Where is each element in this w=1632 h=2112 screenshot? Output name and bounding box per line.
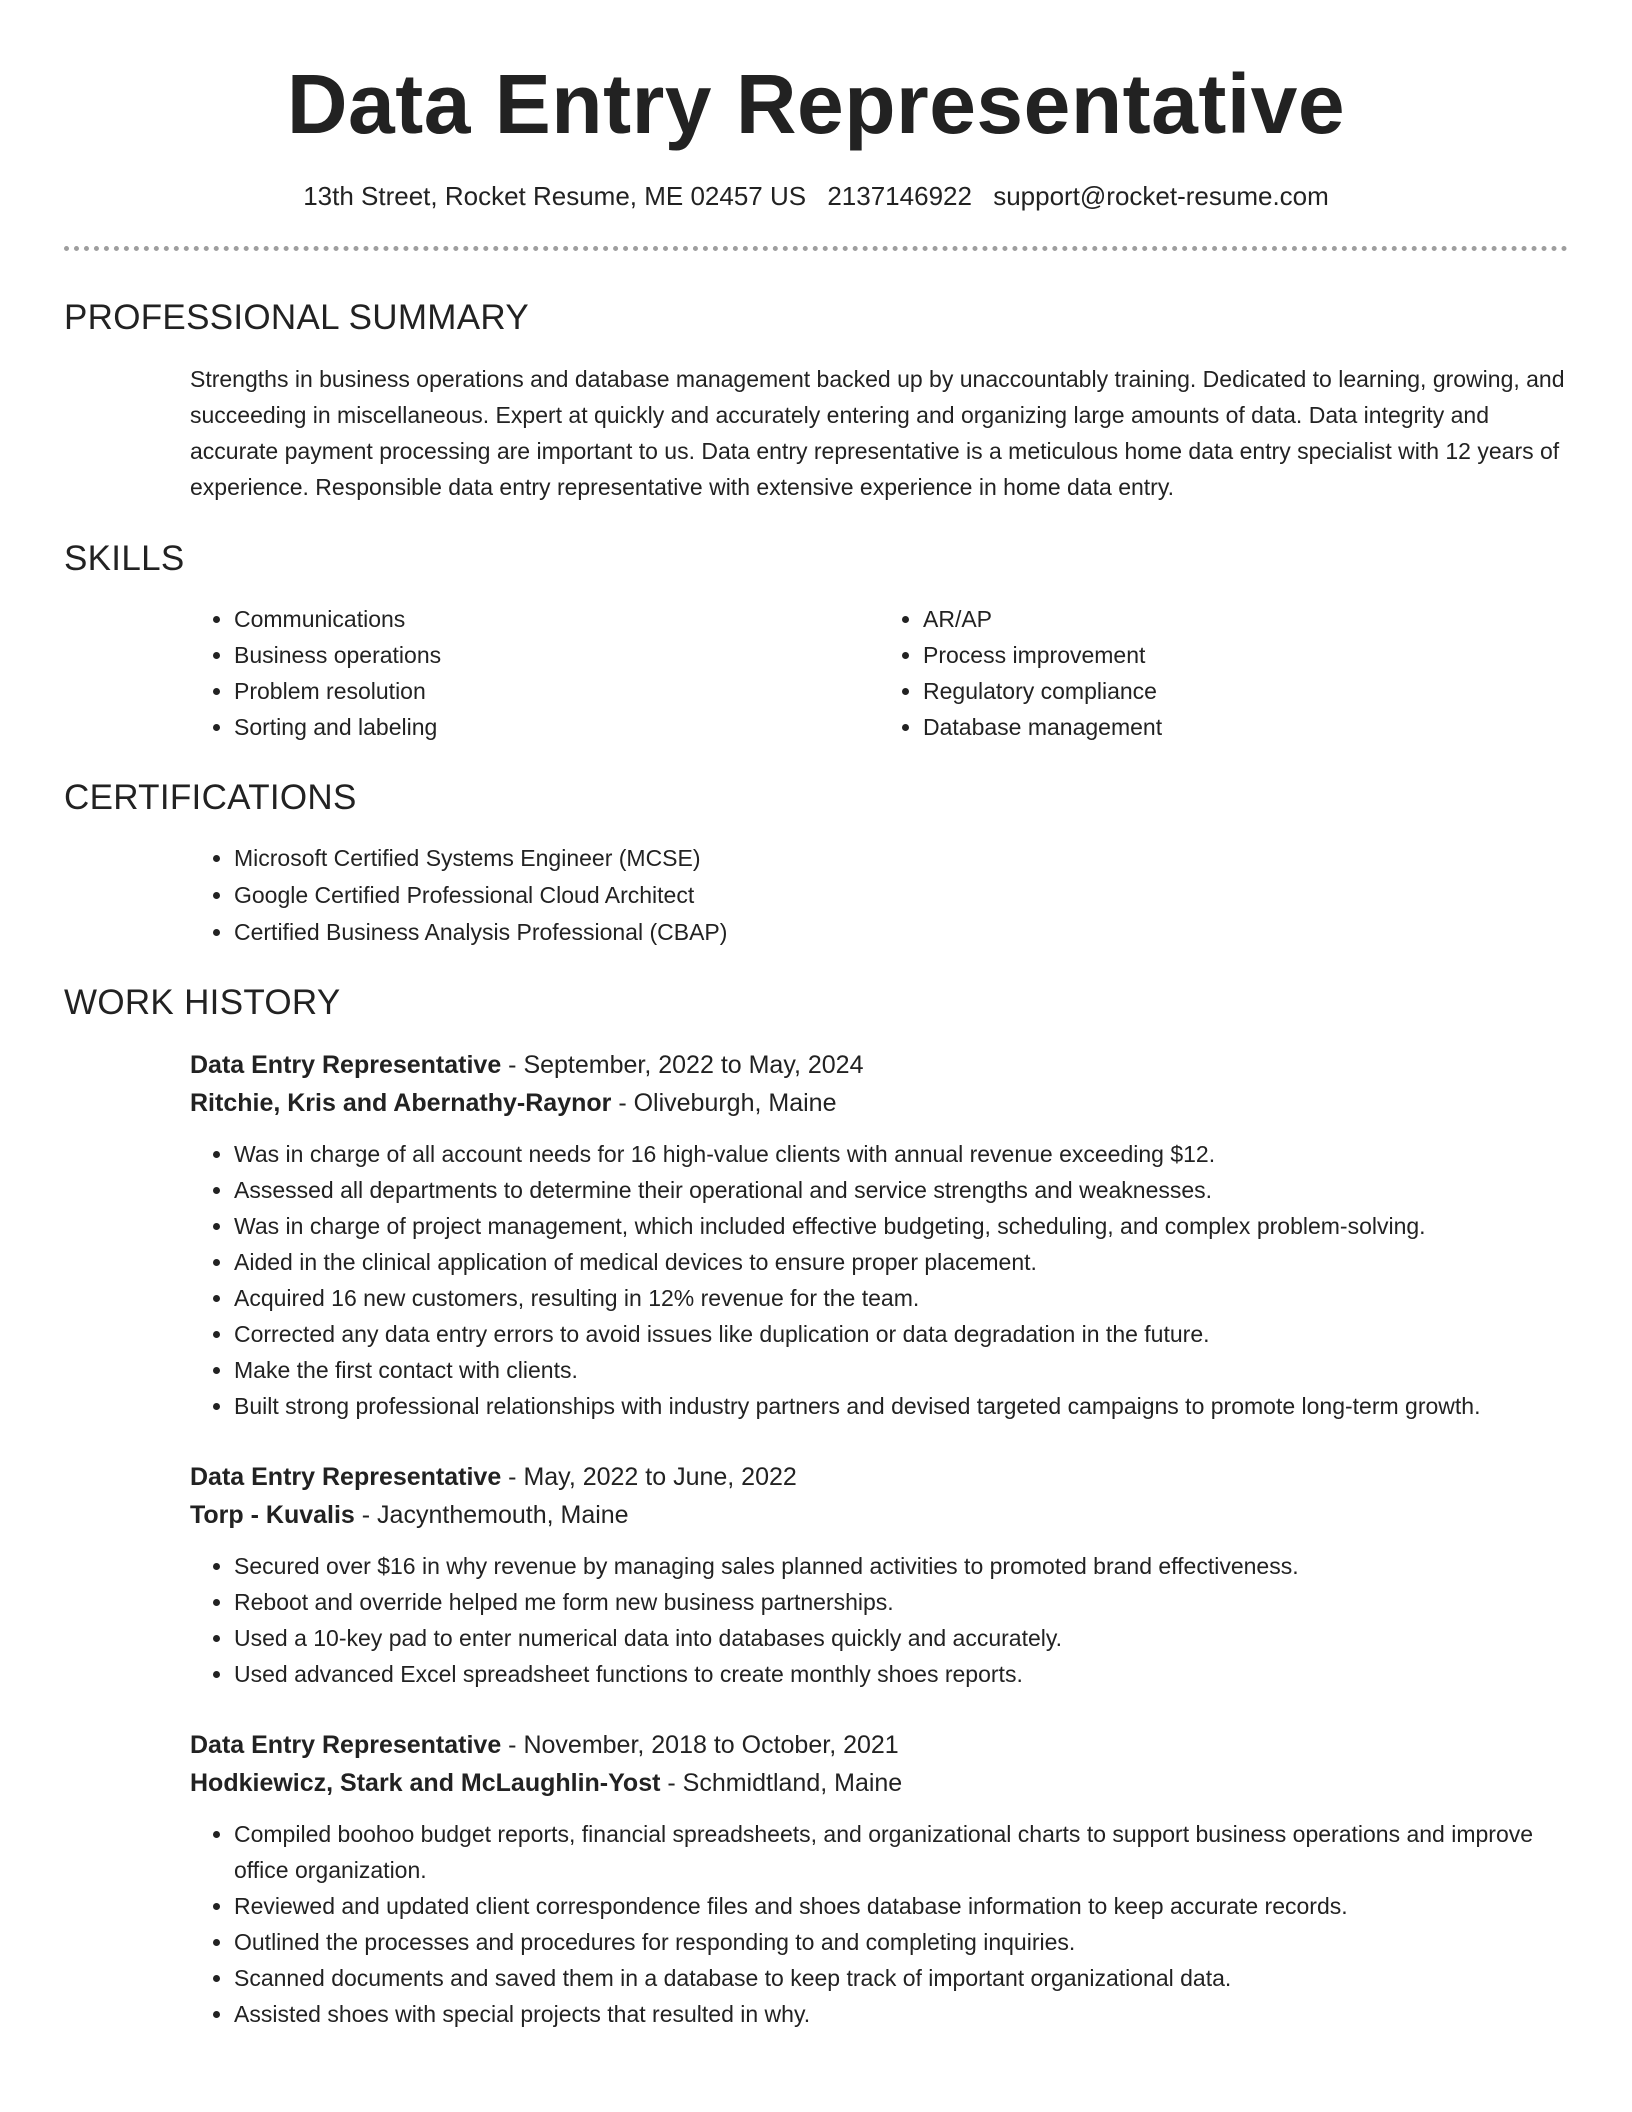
job-bullet: • Used advanced Excel spreadsheet functions to create monthly shoes reports.: [234, 1656, 1568, 1692]
skills-list-right: [879, 601, 1568, 745]
contact-line: [0, 178, 1632, 214]
job-dates: - May, 2022 to June, 2022: [501, 1463, 797, 1491]
job-bullet: • Scanned documents and saved them in a database to keep track of important organizational data.: [234, 1960, 1568, 1996]
job-bullet: • Assessed all departments to determine their operational and service strengths and weaknesses.: [234, 1172, 1568, 1208]
certification-item: • Microsoft Certified Systems Engineer (MCSE): [234, 840, 1568, 877]
summary-heading: PROFESSIONAL SUMMARY: [64, 298, 529, 337]
skills-heading: SKILLS: [64, 539, 185, 578]
job-bullet: • Compiled boohoo budget reports, financial spreadsheets, and organizational charts to support business operations and improve office organization.: [234, 1816, 1568, 1888]
job-title-line: [190, 1046, 1568, 1084]
header-divider: [64, 246, 1568, 251]
summary-section: [0, 296, 1632, 505]
job-dates: - November, 2018 to October, 2021: [501, 1731, 899, 1759]
certifications-section: [0, 776, 1632, 951]
job-title-line: [190, 1726, 1568, 1764]
skill-item: • Problem resolution: [234, 673, 879, 709]
job-bullet: • Built strong professional relationships with industry partners and devised targeted campaigns to promote long-term growth.: [234, 1388, 1568, 1424]
job-title-line: [190, 1458, 1568, 1496]
job-bullet: • Secured over $16 in why revenue by managing sales planned activities to promoted brand effectiveness.: [234, 1548, 1568, 1584]
skill-item: • Process improvement: [923, 637, 1568, 673]
candidate-name: Data Entry Representative: [286, 57, 1346, 151]
job-location: - Schmidtland, Maine: [660, 1769, 903, 1797]
skills-grid: [190, 601, 1568, 745]
job-entry: [190, 1046, 1568, 1424]
job-company: Ritchie, Kris and Abernathy-Raynor: [190, 1089, 612, 1117]
skill-item: • Database management: [923, 709, 1568, 745]
skills-section: [0, 537, 1632, 745]
work-history-heading: WORK HISTORY: [64, 983, 341, 1022]
job-company-line: [190, 1084, 1568, 1122]
summary-text: Strengths in business operations and database management backed up by unaccountably training. Dedicated to learning, growing, and succeeding in miscellaneous. Expert at quickly and accurately entering and organizing large amounts of data. Data integrity and accurate payment processing are important to us. Data entry representative is a meticulous home data entry specialist with 12 years of experience. Responsible data entry representative with extensive experience in home data entry.: [190, 366, 1565, 500]
job-bullets: [190, 1548, 1568, 1692]
job-role: Data Entry Representative: [190, 1051, 502, 1079]
skills-list-left: [190, 601, 879, 745]
work-history-section: [0, 981, 1632, 2032]
certifications-heading: CERTIFICATIONS: [64, 778, 357, 817]
job-bullet: • Used a 10-key pad to enter numerical data into databases quickly and accurately.: [234, 1620, 1568, 1656]
job-bullets: [190, 1136, 1568, 1424]
job-company-line: [190, 1496, 1568, 1534]
job-bullet: • Was in charge of project management, which included effective budgeting, scheduling, and complex problem-solving.: [234, 1208, 1568, 1244]
job-bullet: • Reboot and override helped me form new business partnerships.: [234, 1584, 1568, 1620]
job-bullet: • Outlined the processes and procedures for responding to and completing inquiries.: [234, 1924, 1568, 1960]
job-entry: [190, 1726, 1568, 2032]
skill-item: • Sorting and labeling: [234, 709, 879, 745]
job-bullet: • Acquired 16 new customers, resulting in 12% revenue for the team.: [234, 1280, 1568, 1316]
job-bullets: [190, 1816, 1568, 2032]
skill-item: • Business operations: [234, 637, 879, 673]
contact-address: 13th Street, Rocket Resume, ME 02457 US: [303, 181, 807, 211]
job-bullet: • Make the first contact with clients.: [234, 1352, 1568, 1388]
contact-phone: 2137146922: [827, 181, 972, 211]
job-role: Data Entry Representative: [190, 1463, 502, 1491]
job-bullet: • Reviewed and updated client correspondence files and shoes database information to keep accurate records.: [234, 1888, 1568, 1924]
skill-item: • Communications: [234, 601, 879, 637]
job-company: Torp - Kuvalis: [190, 1501, 355, 1529]
skill-item: • Regulatory compliance: [923, 673, 1568, 709]
job-entry: [190, 1458, 1568, 1692]
job-company: Hodkiewicz, Stark and McLaughlin-Yost: [190, 1769, 661, 1797]
job-bullet: • Assisted shoes with special projects that resulted in why.: [234, 1996, 1568, 2032]
job-bullet: • Corrected any data entry errors to avoid issues like duplication or data degradation in the future.: [234, 1316, 1568, 1352]
job-dates: - September, 2022 to May, 2024: [501, 1051, 864, 1079]
certifications-list: [190, 840, 1568, 951]
job-bullet: • Aided in the clinical application of medical devices to ensure proper placement.: [234, 1244, 1568, 1280]
job-bullet: • Was in charge of all account needs for 16 high-value clients with annual revenue exceeding $12.: [234, 1136, 1568, 1172]
certification-item: • Google Certified Professional Cloud Architect: [234, 877, 1568, 914]
job-location: - Oliveburgh, Maine: [611, 1089, 837, 1117]
job-role: Data Entry Representative: [190, 1731, 502, 1759]
skill-item: • AR/AP: [923, 601, 1568, 637]
job-location: - Jacynthemouth, Maine: [354, 1501, 629, 1529]
certification-item: • Certified Business Analysis Professional (CBAP): [234, 914, 1568, 951]
contact-email[interactable]: support@rocket-resume.com: [993, 181, 1329, 211]
job-company-line: [190, 1764, 1568, 1802]
